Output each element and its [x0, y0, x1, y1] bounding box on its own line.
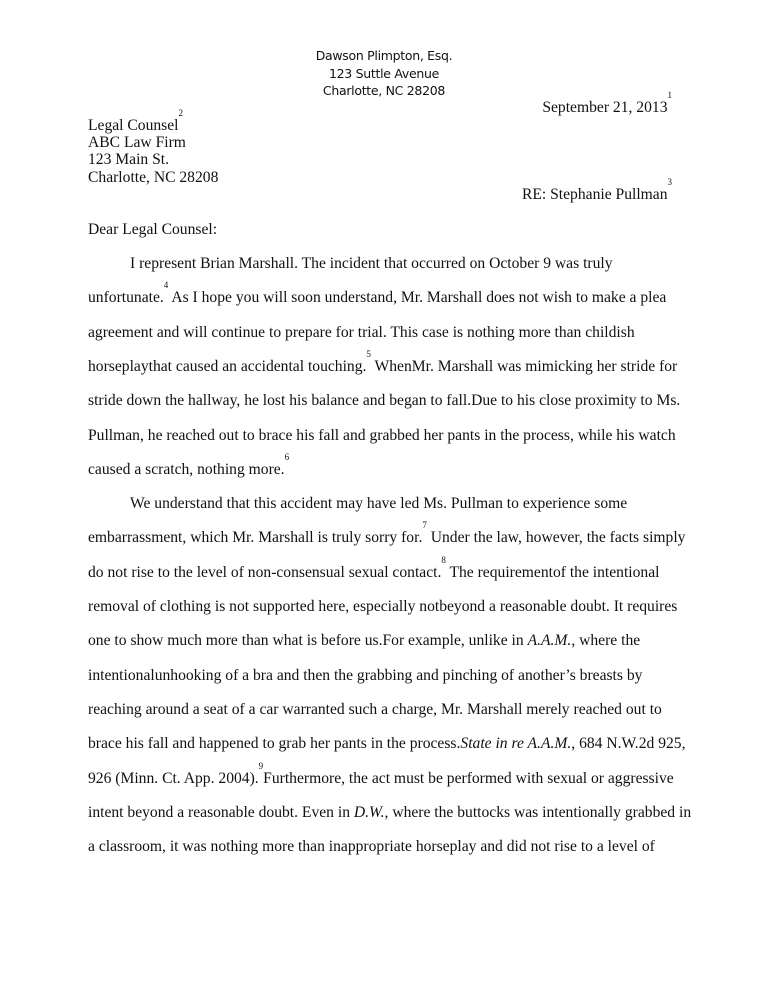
body-line [88, 667, 642, 685]
text-segment: intentionalunhooking of a bra and then the grabbing and pinching of another’s breasts by [88, 666, 643, 684]
footnote-ref: 2 [178, 108, 184, 118]
text-segment: agreement and will continue to prepare for trial. This case is nothing more than childish [88, 323, 635, 341]
body-line [88, 760, 674, 788]
text-segment: As I hope you will soon understand, Mr. Marshall does not wish to make a plea [168, 289, 667, 307]
sender-street: 123 Suttle Avenue [329, 66, 439, 81]
text-segment: We understand that this accident may have led Ms. Pullman to experience some [130, 495, 628, 513]
text-segment: reaching around a seat of a car warranted such a charge, Mr. Marshall merely reached out to [88, 700, 662, 718]
recipient-street: 123 Main St. [88, 151, 170, 168]
body-line [88, 324, 635, 342]
text-segment: a classroom, it was nothing more than inappropriate horseplay and did not rise to a level of [88, 838, 655, 856]
text-segment: , where the [571, 632, 641, 650]
text-segment: horseplaythat caused an accidental touching. [88, 357, 367, 375]
case-citation: A.A.M. [527, 632, 572, 650]
re-line [521, 177, 672, 204]
body-line [130, 495, 627, 513]
body-line [88, 451, 290, 479]
footnote-ref: 6 [284, 451, 290, 462]
footnote-ref: 1 [667, 90, 672, 100]
body-line [88, 427, 676, 445]
date-text: September 21, 2013 [542, 99, 668, 116]
text-segment: , 684 N.W.2d 925, [571, 735, 686, 753]
text-segment: Furthermore, the act must be performed with sexual or aggressive [263, 769, 674, 787]
body-line [88, 348, 678, 376]
body-line [88, 598, 677, 616]
footnote-ref: 9 [258, 760, 264, 771]
letter-date [542, 90, 672, 117]
text-segment: unfortunate. [88, 289, 164, 307]
body-line [88, 735, 685, 753]
body-line [88, 554, 660, 582]
text-segment: , where the buttocks was intentionally grabbed in [384, 803, 692, 821]
text-segment: 926 (Minn. Ct. App. 2004). [88, 769, 259, 787]
text-segment: I represent Brian Marshall. The incident that occurred on October 9 was truly [130, 255, 613, 272]
text-segment: intent beyond a reasonable doubt. Even in [88, 803, 354, 821]
recipient-city: Charlotte, NC 28208 [88, 169, 219, 186]
case-citation: D.W. [353, 803, 385, 821]
text-segment: Pullman, he reached out to brace his fall and grabbed her pants in the process, while his watch [88, 426, 676, 444]
footnote-ref: 5 [366, 348, 371, 359]
text-segment: do not rise to the level of non-consensual sexual contact. [88, 563, 442, 581]
recipient-name-text: Legal Counsel [88, 117, 179, 134]
text-segment: brace his fall and happened to grab her pants in the process. [88, 735, 461, 753]
footnote-ref: 3 [667, 177, 672, 187]
body-line [88, 392, 680, 410]
text-segment: one to show much more than what is before us.For example, unlike in [88, 632, 528, 650]
body-line [88, 701, 662, 719]
footnote-ref: 4 [163, 280, 169, 291]
sender-city: Charlotte, NC 28208 [322, 83, 446, 98]
case-citation: State in re A.A.M. [460, 735, 572, 753]
body-line [88, 632, 640, 650]
body-line [88, 804, 691, 822]
body-line [88, 280, 667, 307]
recipient-name [88, 108, 184, 135]
text-segment: Under the law, however, the facts simply [426, 529, 686, 547]
sender-name: Dawson Plimpton, Esq. [315, 48, 453, 63]
footnote-ref: 7 [422, 520, 427, 531]
footnote-ref: 8 [441, 554, 446, 565]
text-segment: embarrassment, which Mr. Marshall is truly sorry for. [88, 529, 423, 547]
salutation: Dear Legal Counsel: [88, 221, 218, 238]
text-segment: caused a scratch, nothing more. [88, 460, 285, 478]
body-line [130, 255, 613, 273]
text-segment: stride down the hallway, he lost his balance and began to fall.Due to his close proximity to Ms. [88, 392, 681, 410]
body-line [88, 838, 655, 856]
recipient-firm: ABC Law Firm [88, 134, 186, 151]
text-segment: WhenMr. Marshall was mimicking her stride for [370, 357, 678, 375]
re-text: RE: Stephanie Pullman [521, 186, 668, 203]
body-line [88, 520, 686, 547]
text-segment: removal of clothing is not supported here, especially notbeyond a reasonable doubt. It requires [88, 598, 678, 615]
text-segment: The requirementof the intentional [445, 563, 660, 581]
